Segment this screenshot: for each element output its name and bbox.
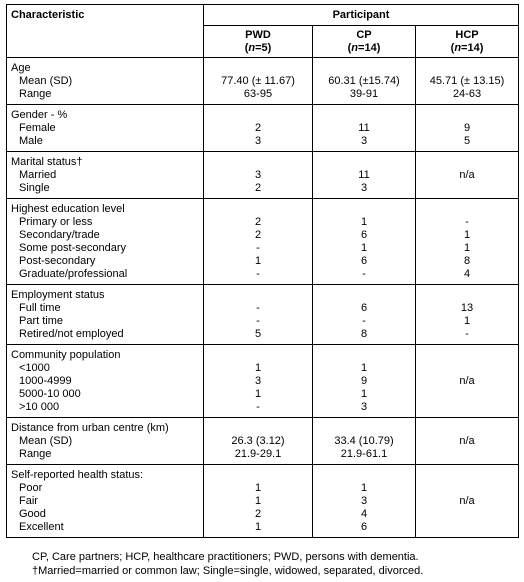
hcp-cell [416, 58, 519, 105]
row-label: 5000-10 000 [19, 388, 81, 400]
section-title: Gender - % [11, 109, 68, 121]
pwd-cell [204, 465, 313, 538]
row-label: Fair [19, 495, 38, 507]
hcp-cell [416, 465, 519, 538]
column-name: PWD [245, 29, 271, 41]
hcp-cell [416, 345, 519, 418]
row-label: Secondary/trade [19, 229, 100, 241]
cp-value: 1 [360, 482, 368, 494]
row-label: Mean (SD) [19, 435, 73, 447]
pwd-value: 3 [254, 375, 262, 387]
cp-cell [313, 152, 416, 199]
cp-value: 6 [360, 302, 368, 314]
participant-header-label: Participant [332, 9, 390, 21]
table-section-row [7, 285, 519, 345]
row-label: Retired/not employed [19, 328, 124, 340]
pwd-value: 1 [254, 388, 262, 400]
column-sample-size: (n=5) [244, 42, 272, 54]
hcp-value: 45.71 (± 13.15) [429, 75, 505, 87]
spacer [416, 469, 518, 482]
row-label: Some post-secondary [19, 242, 126, 254]
spacer [313, 469, 415, 482]
hcp-value: 24-63 [452, 88, 482, 100]
spacer [204, 62, 312, 75]
pwd-value: 1 [254, 521, 262, 533]
pwd-cell [204, 418, 313, 465]
cp-value: 33.4 (10.79) [334, 435, 394, 447]
pwd-value: 21.9-29.1 [234, 448, 282, 460]
hcp-cell [416, 418, 519, 465]
spacer [313, 349, 415, 362]
hcp-value: 5 [463, 135, 471, 147]
table-section-row [7, 345, 519, 418]
row-label: Single [19, 182, 50, 194]
pwd-value: - [256, 315, 260, 327]
hcp-value: 13 [460, 302, 474, 314]
pwd-value: - [256, 268, 260, 280]
cp-value: 3 [360, 135, 368, 147]
row-label: Range [19, 448, 52, 460]
column-name: CP [356, 29, 372, 41]
pwd-value: - [256, 302, 260, 314]
column-sample-size: (n=14) [450, 42, 484, 54]
spacer [416, 482, 518, 495]
spacer [416, 349, 518, 362]
spacer [204, 349, 312, 362]
row-label: Part time [19, 315, 64, 327]
participant-characteristics-table [6, 4, 519, 538]
table-section-row [7, 105, 519, 152]
column-header-label [416, 26, 518, 55]
pwd-cell [204, 199, 313, 285]
pwd-value: 2 [254, 122, 262, 134]
footnote-marital-status: †Married=married or common law; Single=single, widowed, separated, divorced. [32, 565, 424, 577]
row-label: Excellent [19, 521, 64, 533]
spacer [416, 388, 518, 401]
spacer [313, 203, 415, 216]
cp-value: 11 [358, 122, 370, 134]
spacer [416, 289, 518, 302]
row-label: Post-secondary [19, 255, 96, 267]
characteristic-header [7, 5, 204, 58]
pwd-value: 77.40 (± 11.67) [221, 75, 295, 87]
spacer [313, 422, 415, 435]
pwd-value: 3 [254, 169, 262, 181]
characteristic-cell [7, 199, 204, 285]
pwd-value: 3 [254, 135, 262, 147]
characteristic-cell [7, 152, 204, 199]
hcp-value: - [465, 216, 469, 228]
pwd-cell [204, 58, 313, 105]
hcp-value: 1 [463, 315, 471, 327]
table-section-row [7, 58, 519, 105]
section-title: Highest education level [11, 203, 125, 215]
section-title: Distance from urban centre (km) [11, 422, 169, 434]
cp-cell [313, 418, 416, 465]
section-title: Marital status† [11, 156, 83, 168]
section-title: Age [11, 62, 31, 74]
hcp-cell [416, 152, 519, 199]
pwd-value: 1 [254, 362, 262, 374]
hcp-value: 9 [463, 122, 471, 134]
column-header-label [204, 26, 312, 55]
row-label: <1000 [19, 362, 50, 374]
row-label: 1000-4999 [19, 375, 72, 387]
spacer [416, 422, 518, 435]
hcp-value: 8 [463, 255, 471, 267]
row-label: Range [19, 88, 52, 100]
section-title: Self-reported health status: [11, 469, 144, 481]
hcp-value: - [465, 328, 469, 340]
cp-value: 8 [360, 328, 368, 340]
pwd-cell [204, 152, 313, 199]
cp-cell [313, 465, 416, 538]
column-header-label [313, 26, 415, 55]
pwd-value: 2 [254, 508, 262, 520]
table-section-row [7, 465, 519, 538]
spacer [416, 508, 518, 521]
spacer [416, 401, 518, 414]
characteristic-cell [7, 345, 204, 418]
spacer [416, 109, 518, 122]
cp-value: 3 [360, 182, 368, 194]
spacer [416, 362, 518, 375]
row-label: Married [19, 169, 57, 181]
row-label: Male [19, 135, 43, 147]
cp-value: 11 [358, 169, 370, 181]
cp-value: 21.9-61.1 [340, 448, 388, 460]
table-section-row [7, 199, 519, 285]
spacer [313, 109, 415, 122]
footnote-abbreviations: CP, Care partners; HCP, healthcare practitioners; PWD, persons with dementia. [32, 551, 419, 563]
section-title: Community population [11, 349, 121, 361]
not-applicable-value: n/a [459, 495, 475, 507]
cp-value: 3 [360, 495, 368, 507]
spacer [313, 62, 415, 75]
not-applicable-value: n/a [459, 375, 475, 387]
cp-cell [313, 105, 416, 152]
cp-value: - [362, 268, 366, 280]
characteristic-cell [7, 105, 204, 152]
not-applicable-value: n/a [459, 435, 475, 447]
spacer [204, 109, 312, 122]
spacer [204, 469, 312, 482]
hcp-cell [416, 285, 519, 345]
cp-value: 6 [360, 255, 368, 267]
column-header-pwd [204, 26, 313, 58]
row-label: >10 000 [19, 401, 60, 413]
cp-value: 6 [360, 521, 368, 533]
pwd-value: 2 [254, 216, 262, 228]
pwd-cell [204, 285, 313, 345]
row-label: Good [19, 508, 46, 520]
spacer [416, 203, 518, 216]
spacer [204, 203, 312, 216]
cp-value: 9 [360, 375, 368, 387]
characteristic-cell [7, 285, 204, 345]
cp-value: - [362, 315, 366, 327]
cp-value: 60.31 (±15.74) [328, 75, 400, 87]
participant-header [204, 5, 519, 26]
hcp-value: 1 [463, 229, 471, 241]
spacer [416, 448, 518, 461]
pwd-value: 2 [254, 229, 262, 241]
cp-value: 3 [360, 401, 368, 413]
cp-cell [313, 345, 416, 418]
section-title: Employment status [11, 289, 105, 301]
cp-cell [313, 58, 416, 105]
hcp-value: 4 [463, 268, 471, 280]
row-label: Full time [19, 302, 61, 314]
column-header-hcp [416, 26, 519, 58]
cp-value: 1 [360, 242, 368, 254]
pwd-value: 1 [254, 255, 262, 267]
characteristic-cell [7, 58, 204, 105]
pwd-cell [204, 345, 313, 418]
row-label: Poor [19, 482, 43, 494]
table-footnotes [32, 550, 512, 578]
spacer [204, 156, 312, 169]
pwd-value: - [256, 401, 260, 413]
characteristic-cell [7, 418, 204, 465]
pwd-value: - [256, 242, 260, 254]
pwd-value: 26.3 (3.12) [231, 435, 285, 447]
pwd-value: 1 [254, 482, 262, 494]
spacer [204, 422, 312, 435]
spacer [204, 289, 312, 302]
row-label: Graduate/professional [19, 268, 128, 280]
characteristic-header-label: Characteristic [11, 9, 85, 21]
table-section-row [7, 418, 519, 465]
cp-cell [313, 199, 416, 285]
spacer [416, 182, 518, 195]
table-section-row [7, 152, 519, 199]
row-label: Female [19, 122, 56, 134]
row-label: Mean (SD) [19, 75, 73, 87]
hcp-value: 1 [463, 242, 471, 254]
spacer [313, 289, 415, 302]
cp-value: 1 [360, 388, 368, 400]
pwd-value: 1 [254, 495, 262, 507]
column-name: HCP [455, 29, 479, 41]
not-applicable-value: n/a [459, 169, 475, 181]
hcp-cell [416, 199, 519, 285]
pwd-value: 63-95 [243, 88, 273, 100]
spacer [313, 156, 415, 169]
cp-value: 1 [360, 216, 368, 228]
spacer [416, 521, 518, 534]
cp-value: 4 [360, 508, 368, 520]
pwd-value: 2 [254, 182, 262, 194]
pwd-cell [204, 105, 313, 152]
cp-value: 1 [360, 362, 368, 374]
cp-value: 6 [360, 229, 368, 241]
spacer [416, 62, 518, 75]
cp-value: 39-91 [349, 88, 379, 100]
pwd-value: 5 [254, 328, 262, 340]
cp-cell [313, 285, 416, 345]
characteristic-cell [7, 465, 204, 538]
hcp-cell [416, 105, 519, 152]
row-label: Primary or less [19, 216, 93, 228]
spacer [416, 156, 518, 169]
column-sample-size: (n=14) [347, 42, 381, 54]
column-header-cp [313, 26, 416, 58]
